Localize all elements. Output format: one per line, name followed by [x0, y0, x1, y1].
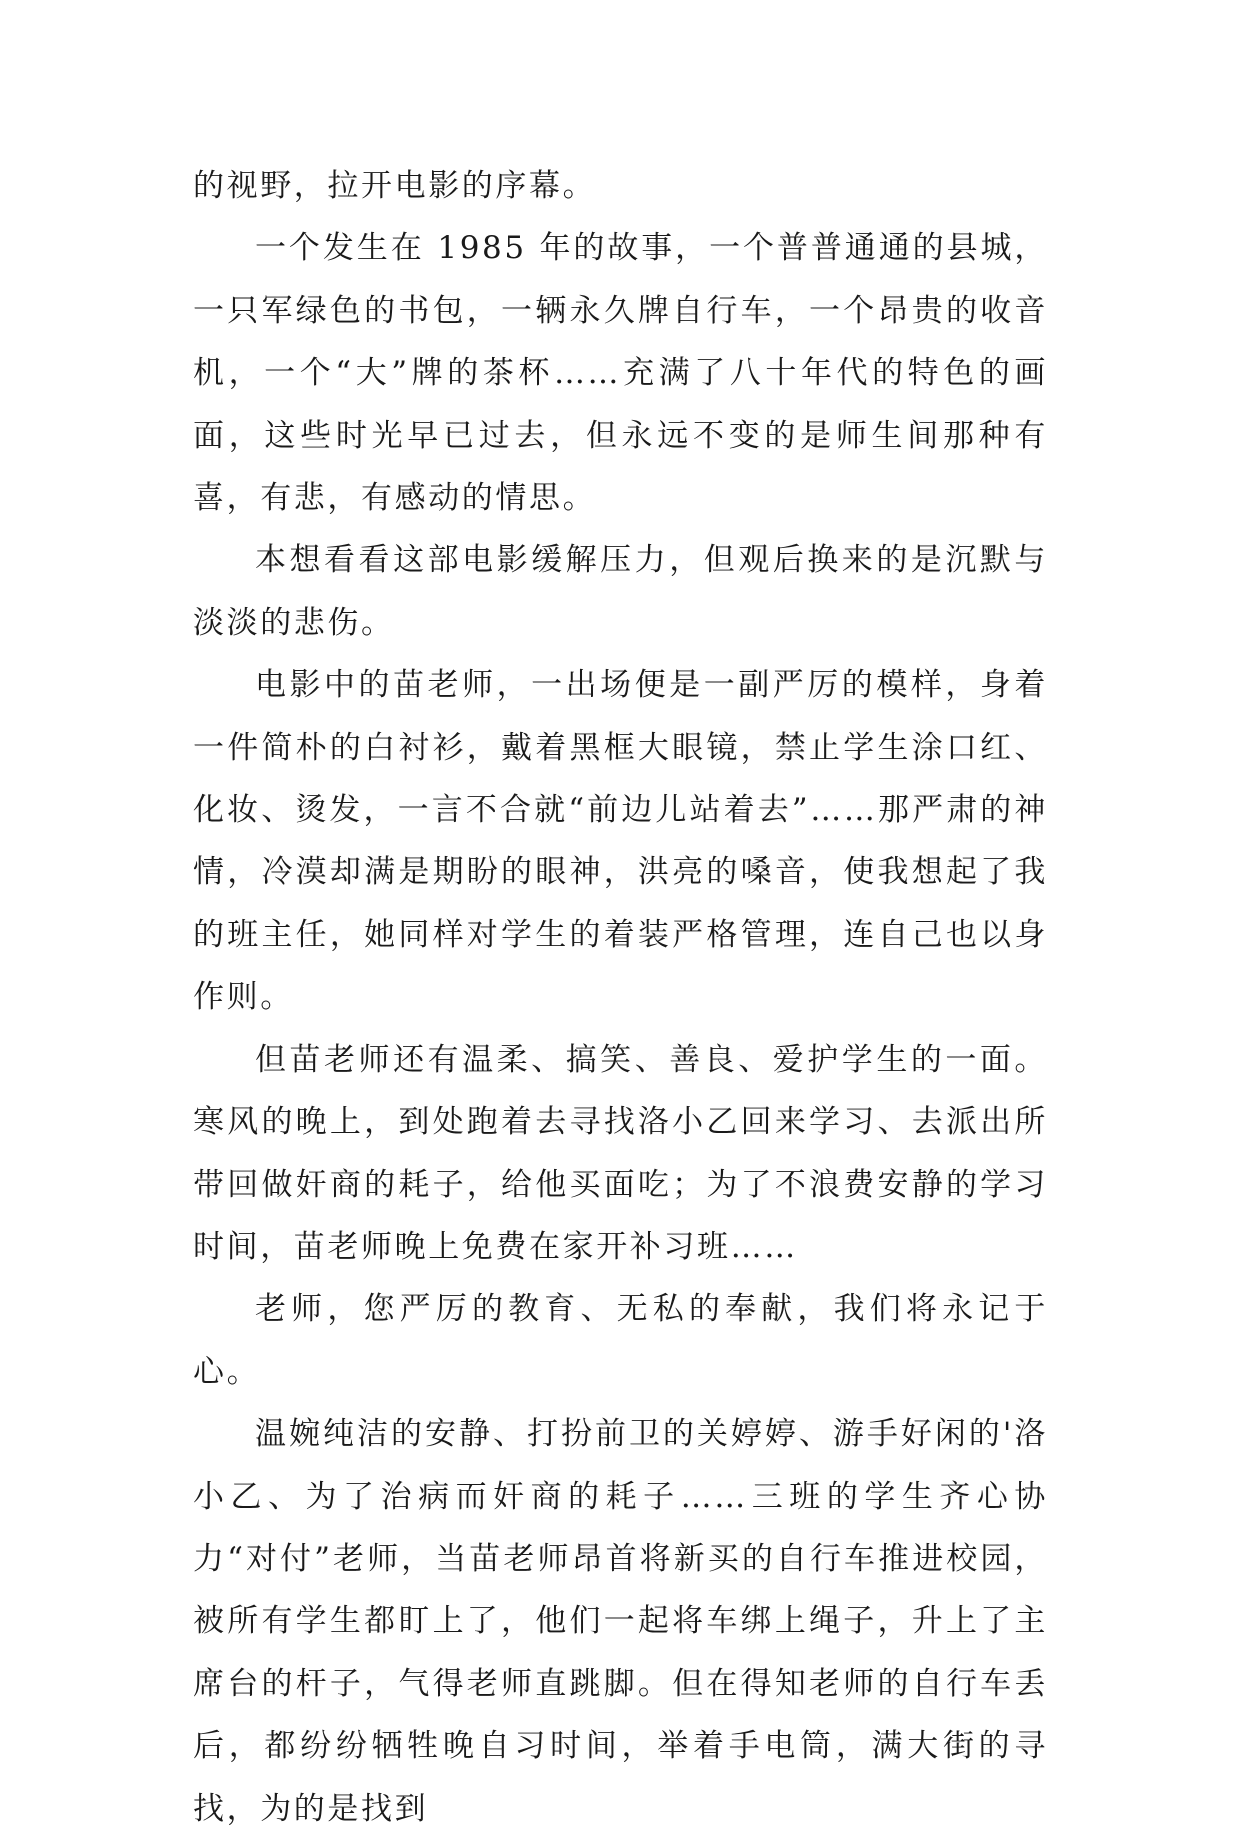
paragraph-1: 的视野，拉开电影的序幕。 [193, 168, 597, 204]
paragraph-7: 温婉纯洁的安静、打扮前卫的关婷婷、游手好闲的'洛小乙、为了治病而奸商的耗子……三班的学生齐心协力“对付”老师，当苗老师昂首将新买的自行车推进校园，被所有学生都盯上了，他们一起将车绑上绳子，升上了主席台的杆子，气得老师直跳脚。但在得知老师的自行车丢后，都纷纷牺牲晚自习时间，举着手电筒，满大街的寻找，为的是找到 [193, 1416, 1048, 1827]
document-body [193, 155, 1048, 1840]
paragraph-4: 电影中的苗老师，一出场便是一副严厉的模样，身着一件简朴的白衬衫，戴着黑框大眼镜，禁止学生涂口红、化妆、烫发，一言不合就“前边儿站着去”……那严肃的神情，冷漠却满是期盼的眼神，洪亮的嗓音，使我想起了我的班主任，她同样对学生的着装严格管理，连自己也以身作则。 [193, 667, 1048, 1016]
paragraph-2: 一个发生在 1985 年的故事，一个普普通通的县城，一只军绿色的书包，一辆永久牌自行车，一个昂贵的收音机，一个“大”牌的茶杯……充满了八十年代的特色的画面，这些时光早已过去，但永远不变的是师生间那种有喜，有悲，有感动的情思。 [193, 230, 1048, 517]
paragraph-5: 但苗老师还有温柔、搞笑、善良、爱护学生的一面。寒风的晚上，到处跑着去寻找洛小乙回来学习、去派出所带回做奸商的耗子，给他买面吃；为了不浪费安静的学习时间，苗老师晚上免费在家开补习班…… [193, 1041, 1048, 1265]
paragraph-6: 老师，您严厉的教育、无私的奉献，我们将永记于心。 [193, 1291, 1048, 1390]
paragraph-3: 本想看看这部电影缓解压力，但观后换来的是沉默与淡淡的悲伤。 [193, 542, 1048, 641]
